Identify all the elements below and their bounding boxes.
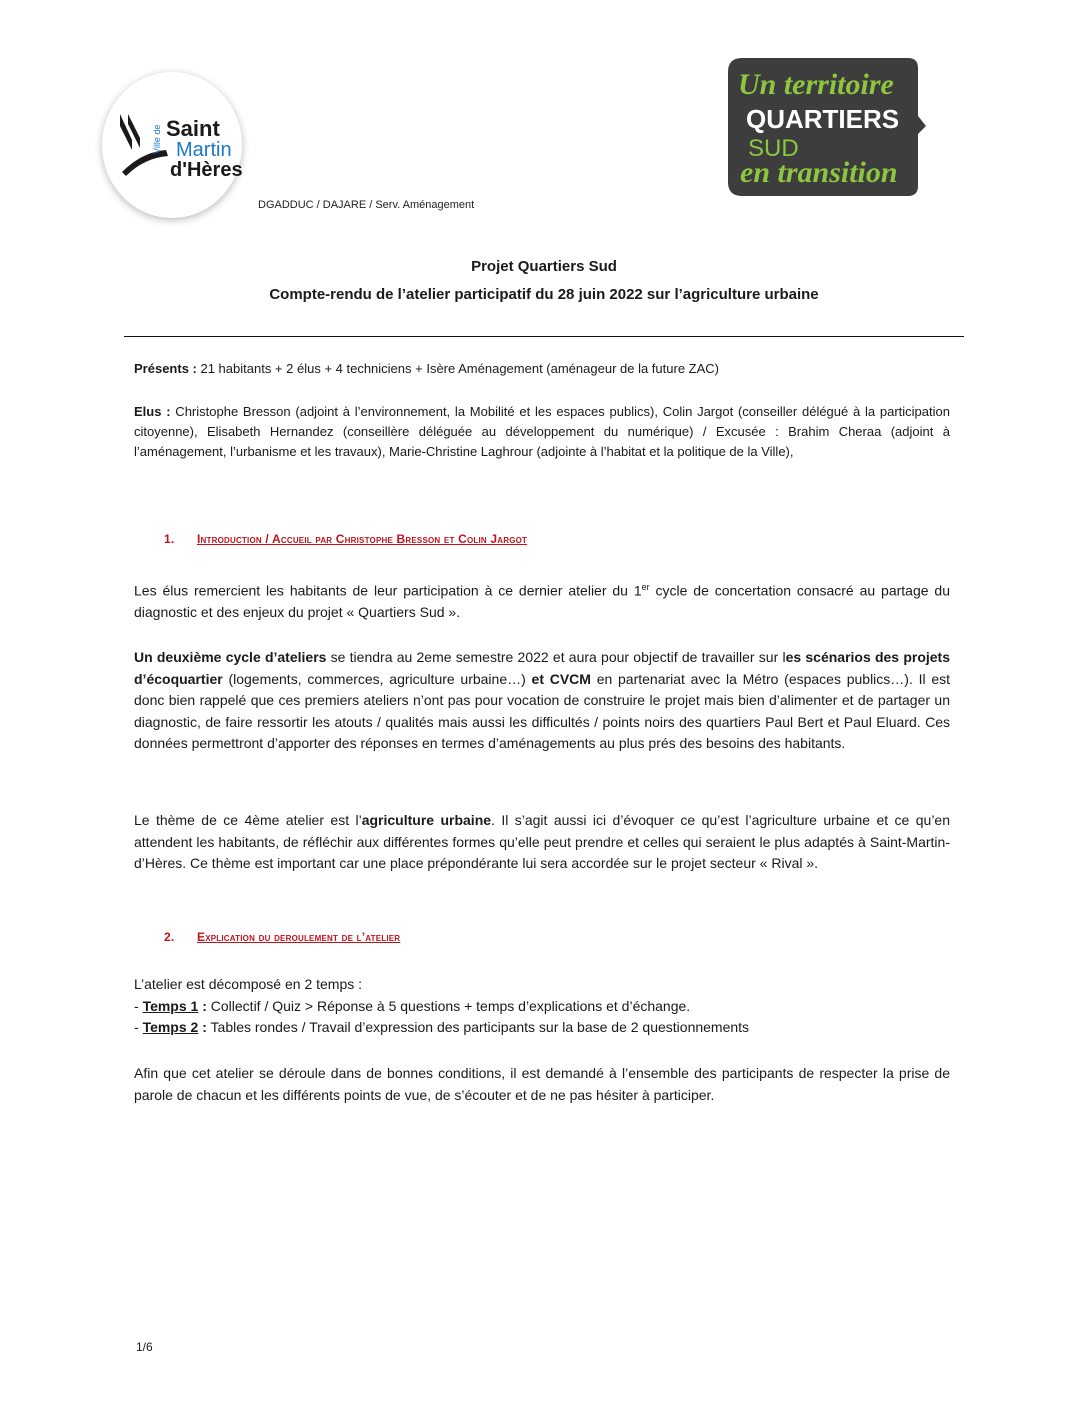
page-number: 1/6: [136, 1340, 153, 1354]
title-divider: [124, 336, 964, 337]
section-2-title: Explication du deroulement de l’atelier: [197, 930, 401, 944]
attendees-label: Présents :: [134, 361, 197, 376]
section-2-number: 2.: [164, 930, 175, 944]
logo-sud: SUD: [748, 135, 799, 162]
workshop-item-2: [134, 1017, 950, 1039]
theme-text-2: . Il s’agit aussi ici d’évoquer ce qu’est l’agriculture urbaine et ce qu’en attendent les habitants, de réfléchir aux différentes formes qu’elle peut prendre et celles qui seraient le plus adaptés à Saint-Martin-d’Hères. Ce thème est important car une place prépondérante lui sera accordée sur le projet secteur « Rival ».: [134, 812, 950, 871]
city-logo: [102, 72, 242, 218]
department-reference: DGADDUC / DAJARE / Serv. Aménagement: [258, 199, 475, 211]
city-logo-mark: [118, 112, 243, 182]
second-cycle-text-2: (logements, commerces, agriculture urbaine…): [222, 670, 532, 687]
theme-text-1: Le thème de ce 4ème atelier est l’: [134, 812, 362, 828]
section-2-heading: [164, 930, 400, 944]
item-2-text: Tables rondes / Travail d’expression des participants sur la base de 2 questionnements: [206, 1019, 750, 1035]
item-2-label: Temps 2: [142, 1019, 199, 1035]
second-cycle-text-3: en partenariat avec la Métro (espaces publics…). Il est donc bien rappelé que ces premiers ateliers n’ont pas pour vocation de construire le projet mais bien d’alimenter et de partager un diagnostic, de faire ressortir les atouts / qualités mais aussi les difficultés / points noirs des quartiers Paul Bert et Paul Eluard. Ces données permettront d’apporter des réponses en termes d’aménagements au plus prés des besoins des habitants.: [134, 670, 950, 751]
elected-text: Christophe Bresson (adjoint à l’environnement, la Mobilité et les espaces publics), Colin Jargot (conseiller délégué à la participation citoyenne), Elisabeth Hernandez (conseillère déléguée au développement du numérique) / Excusée : Brahim Cheraa (adjoint à l’aménagement, l’urbanisme et les travaux), Marie-Christine Laghrour (adjointe à l’habitat et la politique de la Ville),: [134, 404, 950, 459]
workshop-structure: [134, 974, 950, 1039]
project-logo-mark: [728, 58, 924, 198]
item-1-prefix: -: [134, 997, 143, 1014]
intro-paragraph: [134, 577, 950, 624]
intro-text-a: Les élus remercient les habitants de leur participation à ce dernier atelier du 1: [134, 582, 642, 599]
document-subtitle: Compte-rendu de l’atelier participatif du 28 juin 2022 sur l’agriculture urbaine: [269, 286, 819, 303]
logo-martin: Martin: [176, 139, 232, 161]
workshop-intro: L’atelier est décomposé en 2 temps :: [134, 976, 363, 992]
document-title: Projet Quartiers Sud: [471, 258, 617, 275]
logo-heres: d'Hères: [170, 159, 243, 181]
section-1-heading: [164, 532, 527, 546]
logo-en-transition: en transition: [740, 156, 898, 189]
elected-label: Elus :: [134, 404, 171, 419]
item-1-text: Collectif / Quiz > Réponse à 5 questions + temps d’explications et d’échange.: [206, 997, 691, 1014]
item-1-sep: :: [198, 997, 207, 1014]
logo-quartiers: QUARTIERS: [746, 104, 900, 134]
intro-text-b: cycle de concertation consacré au partage du diagnostic et des enjeux du projet « Quartiers Sud ».: [134, 582, 950, 621]
section-1-title: Introduction / Accueil par Christophe Bresson et Colin Jargot: [197, 532, 528, 546]
item-1-label: Temps 1: [142, 997, 199, 1014]
logo-saint: Saint: [166, 116, 220, 141]
section-1-number: 1.: [164, 532, 175, 546]
workshop-item-1: [134, 996, 950, 1018]
theme-paragraph: [134, 810, 950, 875]
logo-un-territoire: Un territoire: [738, 68, 894, 101]
item-2-prefix: -: [134, 1019, 143, 1035]
second-cycle-bold-1: Un deuxième cycle d’ateliers: [134, 649, 327, 665]
intro-superscript: er: [641, 582, 650, 592]
second-cycle-bold-3: et CVCM: [531, 670, 591, 687]
second-cycle-text-1: se tiendra au 2eme semestre 2022 et aura pour objectif de travailler sur l: [326, 649, 786, 665]
theme-bold: agriculture urbaine: [361, 812, 492, 828]
item-2-sep: :: [198, 1019, 207, 1035]
second-cycle-paragraph: [134, 647, 950, 755]
second-cycle-bold-2: es scénarios des projets d’écoquartier: [134, 649, 950, 687]
elected-paragraph: [134, 402, 950, 462]
attendees-paragraph: [134, 359, 950, 379]
rules-paragraph: Afin que cet atelier se déroule dans de bonnes conditions, il est demandé à l’ensemble des participants de respecter la prise de parole de chacun et les différents points de vue, de s’écouter et de ne pas hésiter à participer.: [134, 1065, 950, 1103]
attendees-text: 21 habitants + 2 élus + 4 techniciens + Isère Aménagement (aménageur de la future ZAC): [196, 361, 719, 376]
ville-de-text: Ville de: [152, 124, 162, 154]
project-logo: [728, 58, 924, 198]
